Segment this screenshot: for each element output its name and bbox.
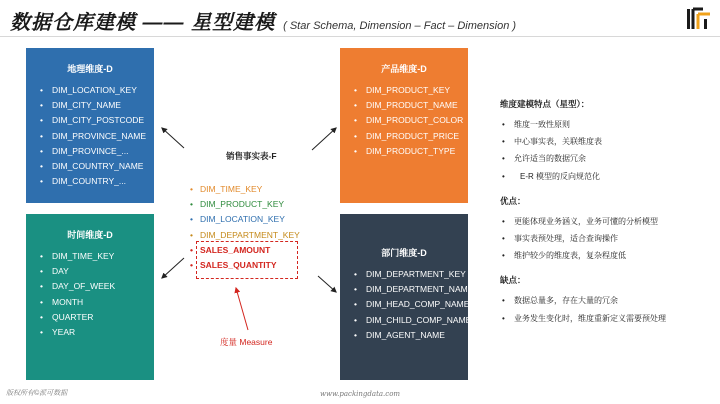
department-field: • DIM_DEPARTMENT_NAME <box>354 282 468 297</box>
product-field: • DIM_PRODUCT_NAME <box>354 98 468 113</box>
arrow-to-product <box>312 128 336 150</box>
page-title: 数据仓库建模 —— 星型建模 <box>10 12 276 34</box>
department-field: • DIM_DEPARTMENT_KEY <box>354 267 468 282</box>
department-field: • DIM_HEAD_COMP_NAME <box>354 297 468 312</box>
fact-measure-field: • SALES_AMOUNT <box>190 243 320 258</box>
time-dimension-box <box>26 214 154 380</box>
measure-label: 度量 Measure <box>220 337 273 347</box>
cons-title: 缺点： <box>500 275 526 286</box>
location-dimension-list <box>26 83 154 189</box>
time-field: • MONTH <box>40 295 154 310</box>
measure-highlight-box <box>196 241 298 279</box>
department-dimension-title: 部门维度-D <box>381 248 427 258</box>
notes-panel <box>500 98 710 337</box>
location-field: • DIM_LOCATION_KEY <box>40 83 154 98</box>
location-dimension-title: 地理维度-D <box>67 64 113 74</box>
time-field: • DIM_TIME_KEY <box>40 249 154 264</box>
location-field: • DIM_COUNTRY_NAME <box>40 159 154 174</box>
brand-logo-icon <box>686 6 712 32</box>
pros-item: • 维护较少的维度表，复杂程度低 <box>502 247 710 264</box>
fact-field: • DIM_LOCATION_KEY <box>190 212 320 227</box>
copyright-text: 版权所有©派可数据 <box>6 390 68 397</box>
features-item: • E-R 模型的反向规范化 <box>502 168 710 185</box>
department-field: • DIM_AGENT_NAME <box>354 328 468 343</box>
arrow-to-time <box>162 258 184 278</box>
header <box>10 6 516 32</box>
fact-field: • DIM_DEPARTMENT_KEY <box>190 228 320 243</box>
arrow-to-measure <box>236 288 248 330</box>
product-field: • DIM_PRODUCT_PRICE <box>354 129 468 144</box>
location-dimension-box <box>26 48 154 203</box>
location-field: • DIM_COUNTRY_... <box>40 174 154 189</box>
features-item: • 维度一致性原则 <box>502 116 710 133</box>
location-field: • DIM_CITY_POSTCODE <box>40 113 154 128</box>
pros-item: • 事实表预处理，适合查询操作 <box>502 230 710 247</box>
header-divider <box>0 36 720 37</box>
product-field: • DIM_PRODUCT_COLOR <box>354 113 468 128</box>
fact-field: • DIM_PRODUCT_KEY <box>190 197 320 212</box>
time-field: • YEAR <box>40 325 154 340</box>
features-list <box>500 116 710 185</box>
location-field: • DIM_PROVINCE_NAME <box>40 129 154 144</box>
time-field: • DAY_OF_WEEK <box>40 279 154 294</box>
arrow-to-department <box>318 276 336 292</box>
features-title: 维度建模特点（星型）： <box>500 99 590 109</box>
time-dimension-title: 时间维度-D <box>67 230 113 240</box>
fact-field: • DIM_TIME_KEY <box>190 182 320 197</box>
department-dimension-list <box>340 267 474 343</box>
location-field: • DIM_PROVINCE_... <box>40 144 154 159</box>
features-item: • 中心事实表，关联维度表 <box>502 133 710 150</box>
fact-measure-field: • SALES_QUANTITY <box>190 258 320 273</box>
arrow-to-location <box>162 128 184 148</box>
product-field: • DIM_PRODUCT_TYPE <box>354 144 468 159</box>
department-field: • DIM_CHILD_COMP_NAME <box>354 313 468 328</box>
cons-item: • 数据总量多，存在大量的冗余 <box>502 292 710 309</box>
features-item: • 允许适当的数据冗余 <box>502 150 710 167</box>
cons-list <box>500 292 710 326</box>
pros-list <box>500 213 710 265</box>
department-dimension-box <box>340 214 474 380</box>
page-subtitle: ( Star Schema, Dimension – Fact – Dimension ) <box>283 20 517 32</box>
cons-item: • 业务发生变化时，维度重新定义需要预处理 <box>502 310 710 327</box>
fact-table-title: 销售事实表-F <box>226 151 277 161</box>
pros-item: • 更能体现业务涵义，业务可懂的分析模型 <box>502 213 710 230</box>
time-field: • DAY <box>40 264 154 279</box>
product-dimension-title: 产品维度-D <box>381 64 427 74</box>
product-dimension-list <box>340 83 468 159</box>
time-field: • QUARTER <box>40 310 154 325</box>
product-field: • DIM_PRODUCT_KEY <box>354 83 468 98</box>
website-text: www.packingdata.com <box>320 390 401 398</box>
pros-title: 优点： <box>500 195 526 206</box>
location-field: • DIM_CITY_NAME <box>40 98 154 113</box>
time-dimension-list <box>26 249 154 340</box>
product-dimension-box <box>340 48 468 203</box>
